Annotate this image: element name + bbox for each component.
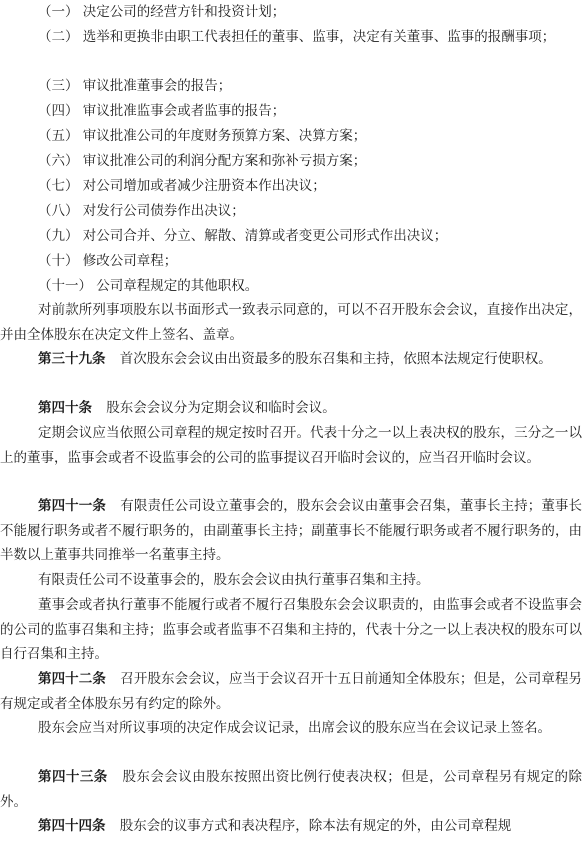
article-paragraph [0,765,582,814]
article-number: 第三十九条 [38,351,106,367]
paragraph-text: 有限责任公司不设董事会的，股东会会议由执行董事召集和主持。 [38,572,430,588]
article-number: 第四十一条 [38,498,106,514]
article-paragraph [0,667,582,716]
list-item: （十） 修改公司章程； [38,253,178,269]
list-item: （三） 审议批准董事会的报告； [38,78,232,94]
paragraph [0,421,582,470]
paragraph-text: 对前款所列事项股东以书面形式一致表示同意的，可以不召开股东会会议，直接作出决定，并由全体股东在决定文件上签名、盖章。 [0,302,582,343]
list-item: （十一） 公司章程规定的其他职权。 [38,278,259,294]
article-number: 第四十四条 [38,818,106,834]
paragraph [0,593,582,667]
paragraph-text: 股东会的议事方式和表决程序，除本法有规定的外，由公司章程规 [119,818,512,834]
article-number: 第四十二条 [38,671,106,687]
article-number: 第四十三条 [38,769,108,785]
paragraph-text: 股东会会议由股东按照出资比例行使表决权；但是，公司章程另有规定的除外。 [0,769,582,810]
paragraph-text: 股东会应当对所议事项的决定作成会议记录，出席会议的股东应当在会议记录上签名。 [38,720,551,736]
list-item: （八） 对发行公司债券作出决议； [38,203,245,219]
list-item: （六） 审议批准公司的利润分配方案和弥补亏损方案； [38,153,367,169]
paragraph [0,298,582,347]
paragraph [0,568,582,593]
list-item: （四） 审议批准监事会或者监事的报告； [38,103,286,119]
paragraph-text: 有限责任公司设立董事会的，股东会会议由董事会召集，董事长主持；董事长不能履行职务或者不履行职务的，由副董事长主持；副董事长不能履行职务或者不履行职务的，由半数以上董事共同推举一名董事主持。 [0,498,582,564]
list-item [38,25,582,50]
paragraph-text: 股东会会议分为定期会议和临时会议。 [106,400,336,416]
list-item: （七） 对公司增加或者减少注册资本作出决议； [38,178,326,194]
article-paragraph [0,494,582,568]
list-item: （九） 对公司合并、分立、解散、清算或者变更公司形式作出决议； [38,228,448,244]
paragraph-text: 首次股东会会议由出资最多的股东召集和主持，依照本法规定行使职权。 [119,351,552,367]
paragraph-text: 定期会议应当依照公司章程的规定按时召开。代表十分之一以上表决权的股东，三分之一以上的董事，监事会或者不设监事会的公司的监事提议召开临时会议的，应当召开临时会议。 [0,425,582,466]
paragraph [0,716,582,741]
paragraph-text: 召开股东会会议，应当于会议召开十五日前通知全体股东；但是，公司章程另有规定或者全体股东另有约定的除外。 [0,671,582,712]
article-number: 第四十条 [38,400,92,416]
article-paragraph [0,396,582,421]
list-item: （五） 审议批准公司的年度财务预算方案、决算方案； [38,128,367,144]
paragraph-text: 董事会或者执行董事不能履行或者不履行召集股东会会议职责的，由监事会或者不设监事会的公司的监事召集和主持；监事会或者监事不召集和主持的，代表十分之一以上表决权的股东可以自行召集和主持。 [0,597,582,663]
article-paragraph [0,814,582,839]
list-item-text: （二） 选举和更换非由职工代表担任的董事、监事，决定有关董事、监事的报酬事项； [38,29,556,45]
list-item: （一） 决定公司的经营方针和投资计划； [38,4,286,20]
article-paragraph [0,347,582,372]
